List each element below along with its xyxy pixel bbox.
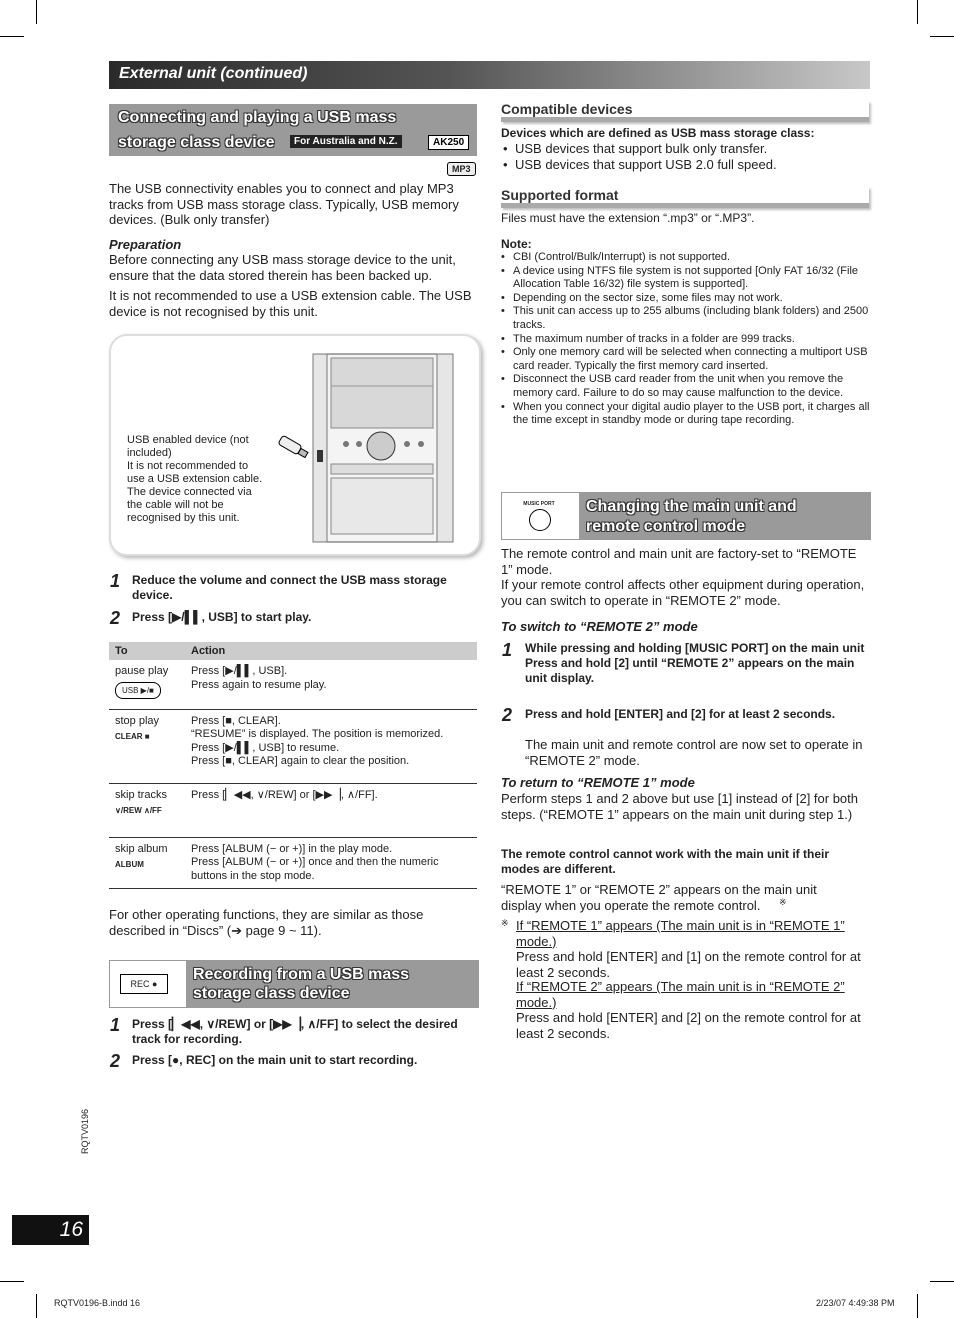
mode-step-2-sub: The main unit and remote control are now set to operate in “REMOTE 2” mode. [525,737,863,768]
region-tag: For Australia and N.Z. [290,135,402,148]
display-text: “REMOTE 1” or “REMOTE 2” appears on the main unit display when you operate the remote control. [501,882,817,913]
other-ops: For other operating functions, they are similar as those described in “Discs” (➔ page 9 ~ 11). [109,907,424,938]
file-info: RQTV0196-B.indd 16 [54,1298,141,1308]
step-number: 1 [110,571,121,591]
crop-mark [0,36,24,37]
table-header-to: To [109,642,185,660]
usb-section-header [109,104,477,156]
table-row [109,660,477,709]
step-number: 2 [502,705,513,725]
row-to: pause play [115,665,169,677]
usb-stick-icon [278,435,308,457]
recording-title-line1: Recording from a USB mass [193,966,410,983]
illustration-caption: USB enabled device (not included) It is not recommended to use a USB extension cable. The device connected via the cable will not be recognised by this unit. [127,434,263,524]
row-action: Press [ALBUM (− or +)] in the play mode. Press [ALBUM (− or +)] once and then the numeric buttons in the stop mode. [185,837,477,889]
list-item: • USB devices that support USB 2.0 full speed. [501,157,869,173]
row-action: Press [■, CLEAR]. “RESUME” is displayed. The position is memorized. Press [▶/▌▌, USB] to resume. Press [■, CLEAR] again to clear the position. [185,709,477,783]
footnote-2-heading: If “REMOTE 2” appears (The main unit is in “REMOTE 2” mode.) [516,979,845,1010]
prep-text: Before connecting any USB mass storage device to the unit, ensure that the data stored therein has been backed up. [109,252,456,283]
music-port-label: MUSIC PORT [523,501,555,507]
footnote-mark-ref: ※ [779,897,787,907]
mode-title-line2: remote control mode [586,518,746,535]
doc-code: RQTV0196 [80,1108,90,1154]
list-item: • Depending on the sector size, some files may not work. [499,292,871,306]
table-row [109,709,477,783]
timestamp: 2/23/07 4:49:38 PM [816,1298,895,1308]
step-number: 1 [110,1015,121,1035]
mode-step-1: While pressing and holding [MUSIC PORT] on the main unit Press and hold [2] until “REMOTE 2” appears on the main unit display. [525,641,865,685]
album-key-icon: ALBUM [115,860,144,869]
page-number-box [12,1215,89,1245]
stereo-unit-illustration [271,346,471,551]
list-item: • When you connect your digital audio player to the USB port, it charges all the time except in standby mode or during tape recording. [499,401,871,428]
list-item: • The maximum number of tracks in a folder are 999 tracks. [499,333,871,347]
header-banner [109,61,870,89]
row-to: stop play [115,714,160,727]
row-to: skip tracks [115,788,167,801]
action-table [109,642,477,889]
skip-key-icon: ∨/REW ∧/FF [115,806,162,815]
header-title: External unit (continued) [119,65,308,82]
list-item: • CBI (Control/Bulk/Interrupt) is not supported. [499,251,871,265]
step-number: 1 [502,640,513,660]
list-item: • Only one memory card will be selected when connecting a multiport USB card reader. Typically the first memory card inserted. [499,346,871,373]
row-to: skip album [115,842,168,855]
return-heading: To return to “REMOTE 1” mode [501,775,695,790]
step-number: 2 [110,608,121,628]
crop-mark [917,0,918,24]
list-item: • USB devices that support bulk only transfer. [501,141,869,157]
list-item: • Disconnect the USB card reader from the unit when you remove the memory card. Failure to do so may cause malfunction to the device. [499,373,871,400]
music-port-button-icon [529,509,551,531]
crop-mark [36,1294,37,1318]
usb-title-line1: Connecting and playing a USB mass [118,109,397,126]
usb-step-2: Press [▶/▌▌, USB] to start play. [132,610,312,624]
table-row [109,783,477,837]
usb-step-1: Reduce the volume and connect the USB mass storage device. [132,573,447,602]
mode-title-line1: Changing the main unit and [586,498,797,515]
compatible-list [501,141,869,172]
mode-warning: The remote control cannot work with the main unit if their modes are different. [501,847,830,876]
switch-heading: To switch to “REMOTE 2” mode [501,619,698,634]
note-heading: Note: [501,237,532,251]
usb-intro: The USB connectivity enables you to connect and play MP3 tracks from USB mass storage class. Typically, USB memory devices. (Bulk only transfer) [109,181,459,227]
crop-mark [0,1281,24,1282]
footnote-1-heading: If “REMOTE 1” appears (The main unit is in “REMOTE 1” mode.) [516,918,845,949]
rec-icon: REC ● [120,974,168,994]
page-number: 16 [59,1218,83,1241]
extension-note: It is not recommended to use a USB extension cable. The USB device is not recognised by this unit. [109,288,472,319]
footnote-1-text: Press and hold [ENTER] and [1] on the remote control for at least 2 seconds. [516,949,861,980]
step-number: 2 [110,1051,121,1071]
recording-section-header [109,960,479,1008]
return-text: Perform steps 1 and 2 above but use [1] instead of [2] for both steps. (“REMOTE 1” appears on the main unit during step 1.) [501,791,858,822]
crop-mark [930,36,954,37]
row-action: Press [▏◀◀, ∨/REW] or [▶▶▕, ∧/FF]. [185,783,477,837]
mode-intro: The remote control and main unit are factory-set to “REMOTE 1” mode. If your remote control affects other equipment during operation, you can switch to operate in “REMOTE 2” mode. [501,546,865,608]
footnote-2-text: Press and hold [ENTER] and [2] on the remote control for at least 2 seconds. [516,1010,861,1041]
compatible-defined: Devices which are defined as USB mass storage class: [501,126,815,140]
mp3-tag: MP3 [447,162,476,176]
supported-text: Files must have the extension “.mp3” or “.MP3”. [501,211,755,225]
prep-heading: Preparation [109,237,182,252]
clear-key-icon: CLEAR ■ [115,732,150,741]
notes-list [499,251,871,428]
list-item: • This unit can access up to 255 albums (including blank folders) and 2500 tracks. [499,305,871,332]
crop-mark [930,1281,954,1282]
table-header-action: Action [185,642,477,660]
usb-title-line2: storage class device [118,134,275,151]
usb-play-key-icon: USB ▶/■ [115,682,161,700]
row-action: Press [▶/▌▌, USB]. Press again to resume play. [185,660,477,709]
usb-illustration-box [109,334,481,556]
model-tag: AK250 [428,135,469,150]
rec-step-1: Press [▏◀◀, ∨/REW] or [▶▶▕, ∧/FF] to select the desired track for recording. [132,1017,458,1046]
crop-mark [36,0,37,24]
rec-step-2: Press [●, REC] on the main unit to start recording. [132,1053,418,1067]
compatible-heading: Compatible devices [501,101,869,122]
table-row [109,837,477,889]
footnote-mark: ※ [501,918,509,928]
list-item: • A device using NTFS file system is not supported [Only FAT 16/32 (File Allocation Table 16/32) file system is supported]. [499,265,871,292]
mode-section-header [501,492,871,540]
mode-step-2: Press and hold [ENTER] and [2] for at least 2 seconds. [525,707,836,721]
recording-title-line2: storage class device [193,985,350,1002]
crop-mark [917,1294,918,1318]
supported-heading: Supported format [501,187,869,208]
